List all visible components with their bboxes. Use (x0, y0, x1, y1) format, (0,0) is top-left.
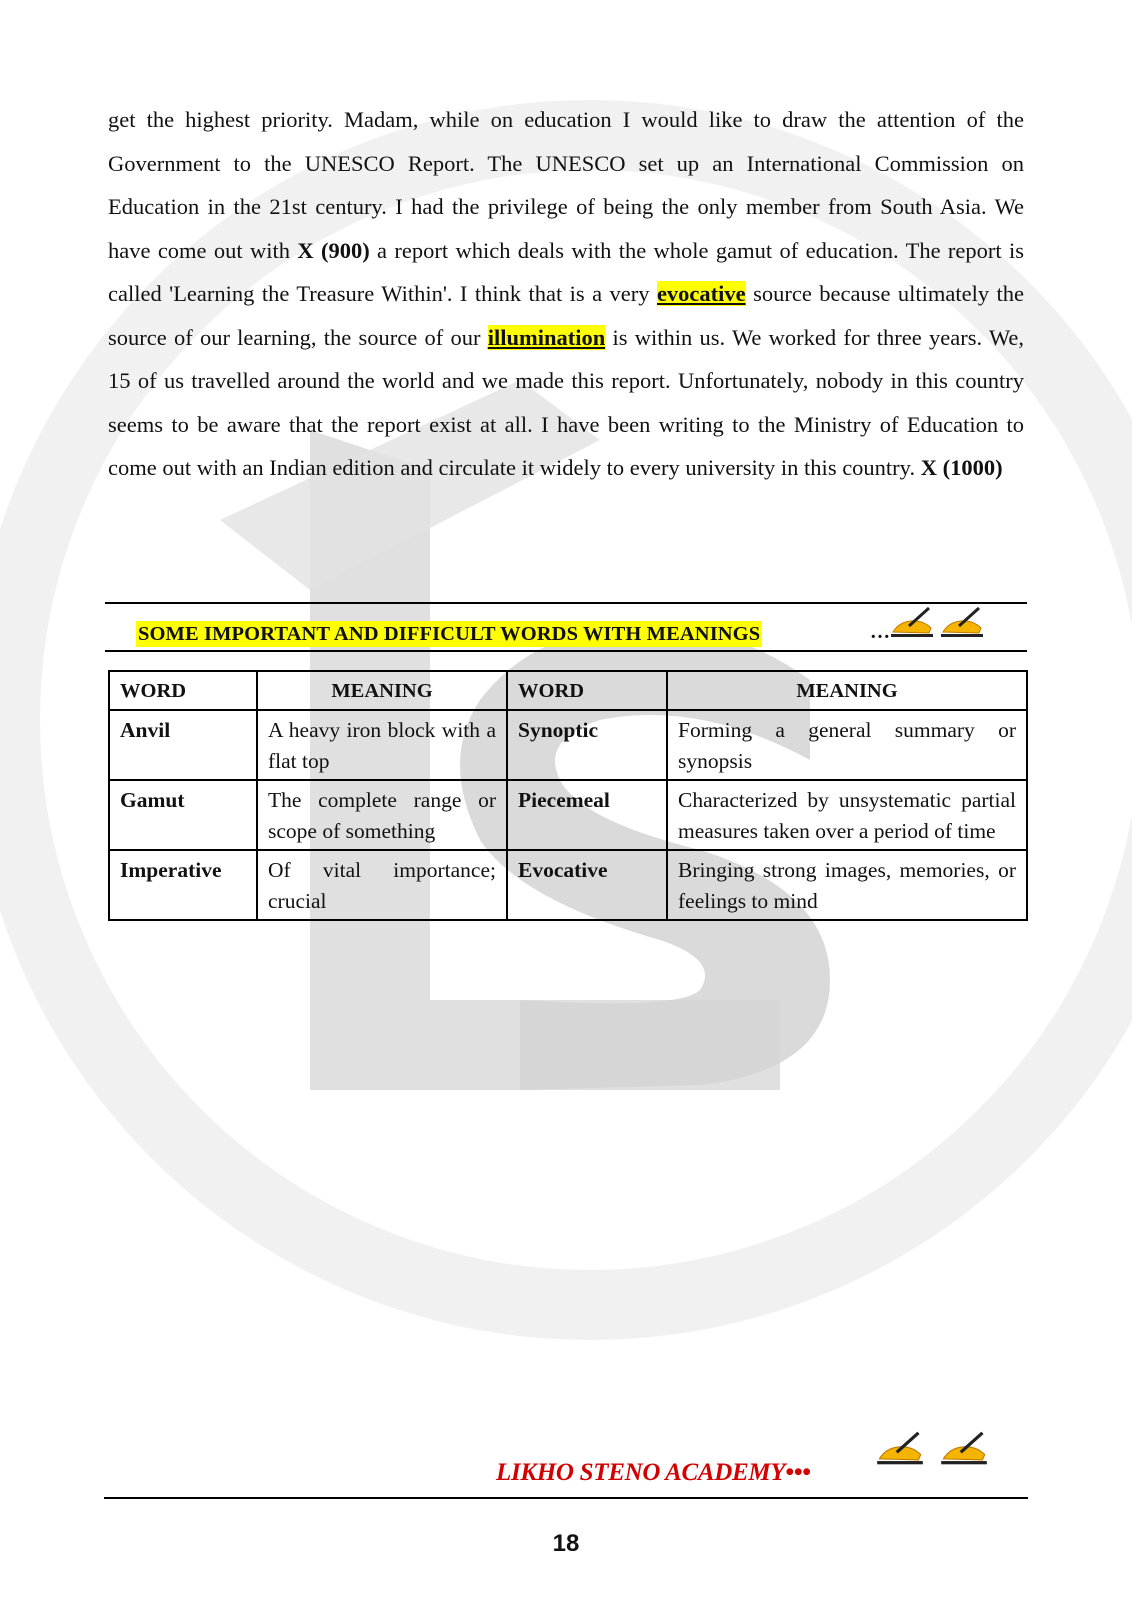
paragraph-text: get the highest priority. Madam, while on education I would like to draw the attention of the Government to the UNESCO Report. The UNESCO set up an International Commission on Education in the 21st century. I had the privilege of being the only member from South Asia. We have come out with (108, 107, 1024, 263)
footer-brand (496, 1459, 811, 1487)
meaning-cell: Bringing strong images, memories, or feelings to mind (667, 850, 1027, 920)
footer-hands (875, 1428, 989, 1468)
vocab-table (108, 670, 1028, 921)
meaning-cell: Forming a general summary or synopsis (667, 710, 1027, 780)
paragraph-text: is within us. We worked for three years. We, 15 of us travelled around the world and we made this report. Unfortunately, nobody in this country seems to be aware that the report exist at all. I have been writing to the Ministry of Education to come out with an Indian edition and circulate it widely to every university in this country. (108, 324, 1024, 480)
vocab-heading: SOME IMPORTANT AND DIFFICULT WORDS WITH MEANINGS (138, 623, 761, 645)
writing-hand-icon (889, 604, 935, 640)
heading-underline (105, 650, 1027, 652)
word-cell: Evocative (507, 850, 667, 920)
writing-hand-icon (875, 1428, 925, 1468)
header-meaning-1: MEANING (257, 671, 507, 710)
vocab-heading-ellipsis: … (870, 621, 890, 643)
word-cell: Anvil (109, 710, 257, 780)
header-word-1: WORD (109, 671, 257, 710)
body-paragraph (108, 98, 1024, 490)
header-word-2: WORD (507, 671, 667, 710)
brand-dots: ••• (785, 1459, 811, 1486)
timestamp-marker: X (900) (297, 237, 370, 263)
writing-hand-icon (939, 604, 985, 640)
word-cell: Imperative (109, 850, 257, 920)
table-header-row (109, 671, 1027, 710)
word-cell: Synoptic (507, 710, 667, 780)
highlighted-word: illumination (487, 324, 606, 350)
brand-name: LIKHO STENO ACADEMY (496, 1459, 786, 1486)
meaning-cell: Characterized by unsystematic partial measures taken over a period of time (667, 780, 1027, 850)
meaning-cell: The complete range or scope of something (257, 780, 507, 850)
highlighted-word: evocative (656, 281, 746, 306)
heading-hands (889, 604, 985, 640)
meaning-cell: Of vital importance; crucial (257, 850, 507, 920)
paragraph-text: a report which deals with the whole gamut of education. The report is called 'Learning the Treasure Within'. I think that is a very (108, 237, 1025, 306)
header-meaning-2: MEANING (667, 671, 1027, 710)
word-cell: Gamut (109, 780, 257, 850)
meaning-cell: A heavy iron block with a flat top (257, 710, 507, 780)
table-row (109, 850, 1027, 920)
word-cell: Piecemeal (507, 780, 667, 850)
paragraph-text: source because ultimately the source of our learning, the source of our (108, 281, 1024, 350)
writing-hand-icon (939, 1428, 989, 1468)
table-row (109, 780, 1027, 850)
footer-rule (104, 1497, 1028, 1499)
table-row (109, 710, 1027, 780)
timestamp-marker: X (1000) (920, 455, 1003, 480)
page-number: 18 (552, 1530, 580, 1557)
